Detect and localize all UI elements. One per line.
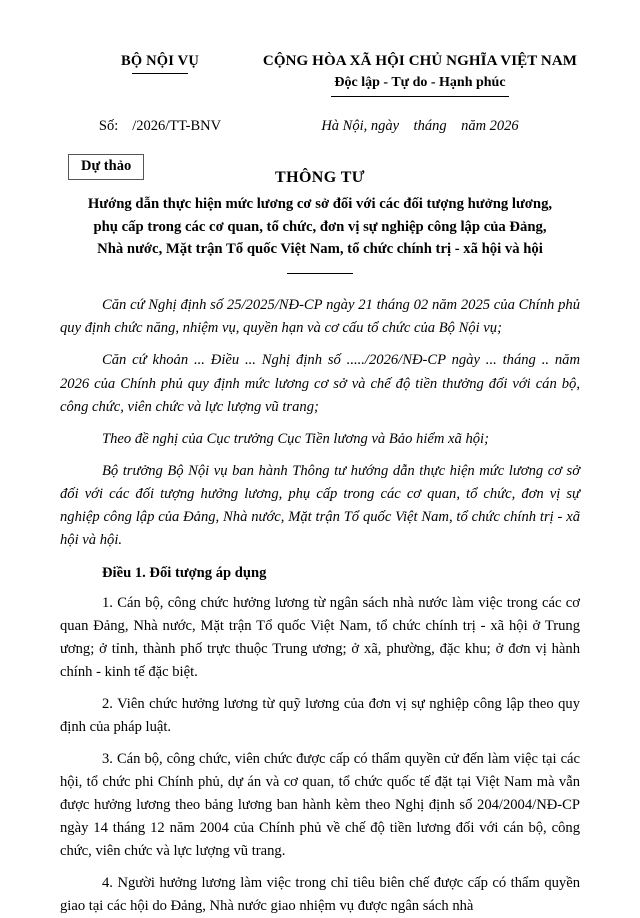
document-type-heading: THÔNG TƯ [275, 168, 365, 186]
article-1-heading: Điều 1. Đối tượng áp dụng [102, 564, 267, 581]
article-1-clause-1: 1. Cán bộ, công chức hưởng lương từ ngân sách nhà nước làm việc trong các cơ quan Đảng, Nhà nước, Mặt trận Tổ quốc Việt Nam, tổ chức chính trị - xã hội ở Trung ương; ở tỉnh, thành phố trực thuộc Trung ương; ở xã, phường, đặc khu; ở đơn vị hành chính - kinh tế đặc biệt. [60, 594, 580, 681]
national-heading-block [260, 52, 580, 97]
document-title-block [60, 168, 580, 275]
document-title-line-3: Nhà nước, Mặt trận Tổ quốc Việt Nam, tổ chức chính trị - xã hội và hội [97, 241, 543, 258]
motto-underline-rule [331, 96, 509, 97]
national-title: CỘNG HÒA XÃ HỘI CHỦ NGHĨA VIỆT NAM [262, 53, 578, 69]
issuing-agency-name: BỘ NỘI VỤ [120, 53, 200, 69]
agency-underline-rule [132, 73, 188, 74]
document-title-line-1: Hướng dẫn thực hiện mức lương cơ sở đối với các đối tượng hưởng lương, [87, 196, 553, 213]
document-title [60, 193, 580, 260]
document-subheader [60, 117, 580, 136]
article-1-clause-2: 2. Viên chức hưởng lương từ quỹ lương của đơn vị sự nghiệp công lập theo quy định của pháp luật. [60, 696, 580, 736]
article-1-clause-4: 4. Người hưởng lương làm việc trong chỉ tiêu biên chế được cấp có thẩm quyền giao tại các hội do Đảng, Nhà nước giao nhiệm vụ được ngân sách nhà [60, 875, 580, 915]
place-and-date: Hà Nội, ngày tháng năm 2026 [321, 117, 519, 134]
preamble-paragraph-1: Căn cứ Nghị định số 25/2025/NĐ-CP ngày 21 tháng 02 năm 2025 của Chính phủ quy định chức năng, nhiệm vụ, quyền hạn và cơ cấu tổ chức của Bộ Nội vụ; [60, 297, 580, 337]
article-1-clause-3: 3. Cán bộ, công chức, viên chức được cấp có thẩm quyền cử đến làm việc tại các hội, tổ chức phi Chính phủ, dự án và cơ quan, tổ chức quốc tế đặt tại Việt Nam mà vẫn được hưởng lương theo bảng lương ban hành kèm theo Nghị định số 204/2004/NĐ-CP ngày 14 tháng 12 năm 2004 của Chính phủ về chế độ tiền lương đối với cán bộ, công chức, viên chức và lực lượng vũ trang. [60, 751, 580, 860]
document-header [60, 0, 580, 97]
document-title-line-2: phụ cấp trong các cơ quan, tổ chức, đơn vị sự nghiệp công lập của Đảng, [93, 218, 547, 235]
document-number-label: Số: [98, 117, 119, 134]
preamble-paragraph-3: Theo đề nghị của Cục trưởng Cục Tiền lương và Bảo hiểm xã hội; [102, 430, 489, 447]
document-number-block [60, 117, 260, 136]
document-body [60, 294, 580, 918]
preamble-paragraph-2: Căn cứ khoản ... Điều ... Nghị định số ...../2026/NĐ-CP ngày ... tháng .. năm 2026 của Chính phủ quy định mức lương cơ sở và chế độ tiền thưởng đối với cán bộ, công chức, viên chức và lực lượng vũ trang; [60, 352, 580, 415]
preamble-paragraph-4: Bộ trưởng Bộ Nội vụ ban hành Thông tư hướng dẫn thực hiện mức lương cơ sở đối với các đối tượng hưởng lương, phụ cấp trong các cơ quan, tổ chức, đơn vị sự nghiệp công lập của Đảng, Nhà nước, Mặt trận Tổ quốc Việt Nam, tổ chức chính trị - xã hội và hội. [60, 462, 580, 548]
title-divider-rule [287, 273, 353, 274]
document-number-value: /2026/TT-BNV [132, 117, 222, 134]
draft-stamp-box: Dự thảo [68, 154, 144, 180]
issuing-agency-block [60, 52, 260, 74]
national-motto: Độc lập - Tự do - Hạnh phúc [334, 74, 506, 90]
